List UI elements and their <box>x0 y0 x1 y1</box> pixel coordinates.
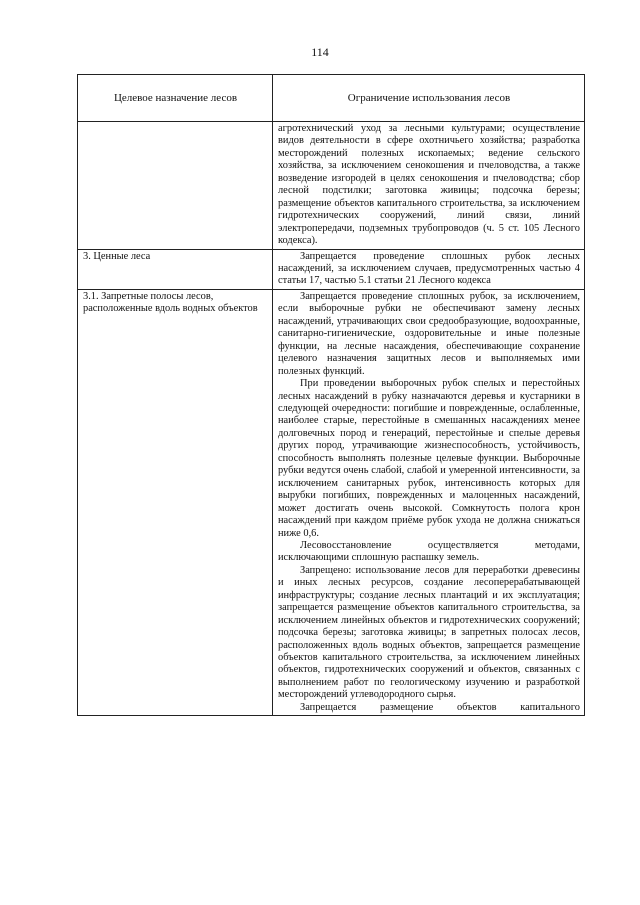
restriction-paragraph: Запрещено: использование лесов для переработки древесины и иных лесных ресурсов, создание лесоперерабатывающей инфраструктуры; создание лесных плантаций и их эксплуатация; запрещается размещение объектов капитального строительства, за исключением линейных объектов и гидротехнических сооружений; подсочка березы; заготовка живицы; в запретных полосах лесов, расположенных вдоль водных объектов, запрещается размещение объектов капитального строительства, за исключением линейных объектов, гидротехнических сооружений и объектов, связанных с выполнением работ по геологическому изучению и разработкой месторождений углеводородного сырья. <box>278 564 580 701</box>
table-row <box>78 122 585 250</box>
restriction-paragraph: Запрещается проведение сплошных рубок, за исключением, если выборочные рубки не обеспечивают замену лесных насаждений, утрачивающих свои средообразующие, водоохранные, санитарно-гигиенические, оздоровительные и иные полезные функции, на лесные насаждения, обеспечивающие сохранение целевого назначения защитных лесов и выполняемых ими полезных функций. <box>278 290 580 377</box>
restriction-paragraph: Запрещается размещение объектов капитального <box>300 701 580 713</box>
restriction-paragraph: агротехнический уход за лесными культурами; осуществление видов деятельности в сфере охотничьего хозяйства; разработка месторождений полезных ископаемых; ведение сельского хозяйства, за исключением сенокошения и пчеловодства, а также возведение изгородей в целях сенокошения и пчеловодства; сбор лесной подстилки; заготовка живицы; подсочка березы; размещение объектов капитального строительства, за исключением гидротехнических сооружений, линий связи, линий электропередачи, подземных трубопроводов (ч. 5 ст. 105 Лесного кодекса). <box>278 123 580 247</box>
restriction-cell <box>273 289 585 715</box>
purpose-cell: 3. Ценные леса <box>78 249 273 289</box>
restriction-paragraph: Лесовосстановление осуществляется методами, исключающими сплошную распашку земель. <box>278 539 580 564</box>
restriction-cell <box>273 122 585 250</box>
purpose-cell <box>78 122 273 250</box>
page-number: 114 <box>311 45 329 59</box>
table-header-row <box>78 75 585 122</box>
table-row <box>78 249 585 289</box>
restriction-paragraph: При проведении выборочных рубок спелых и перестойных лесных насаждений в рубку назначаются деревья и кустарники в следующей очередности: погибшие и поврежденные, ослабленные, наиболее старые, перестойные в смешанных насаждениях менее долговечных пород и генераций, перестойные и спелые деревья других пород, утрачивающие жизнеспособность, устойчивость, способность выполнять полезные целевые функции. Выборочные рубки ведутся очень слабой, слабой и умеренной интенсивности, за исключением санитарных рубок, интенсивность которых для вырубки погибших, поврежденных и малоценных насаждений, может достигать очень высокой. Сомкнутость полога крон насаждений при каждом приёме рубок ухода не должна снижаться ниже 0,6. <box>278 378 580 539</box>
column-header-purpose: Целевое назначение лесов <box>78 75 273 122</box>
purpose-cell: 3.1. Запретные полосы лесов, расположенные вдоль водных объектов <box>78 289 273 715</box>
table-row <box>78 289 585 715</box>
column-header-restrictions: Ограничение использования лесов <box>273 75 585 122</box>
restriction-paragraph: Запрещается проведение сплошных рубок лесных насаждений, за исключением случаев, предусмотренных частью 4 статьи 17, частью 5.1 статьи 21 Лесного кодекса <box>278 250 580 287</box>
restriction-cell <box>273 249 585 289</box>
restrictions-table <box>77 74 585 716</box>
